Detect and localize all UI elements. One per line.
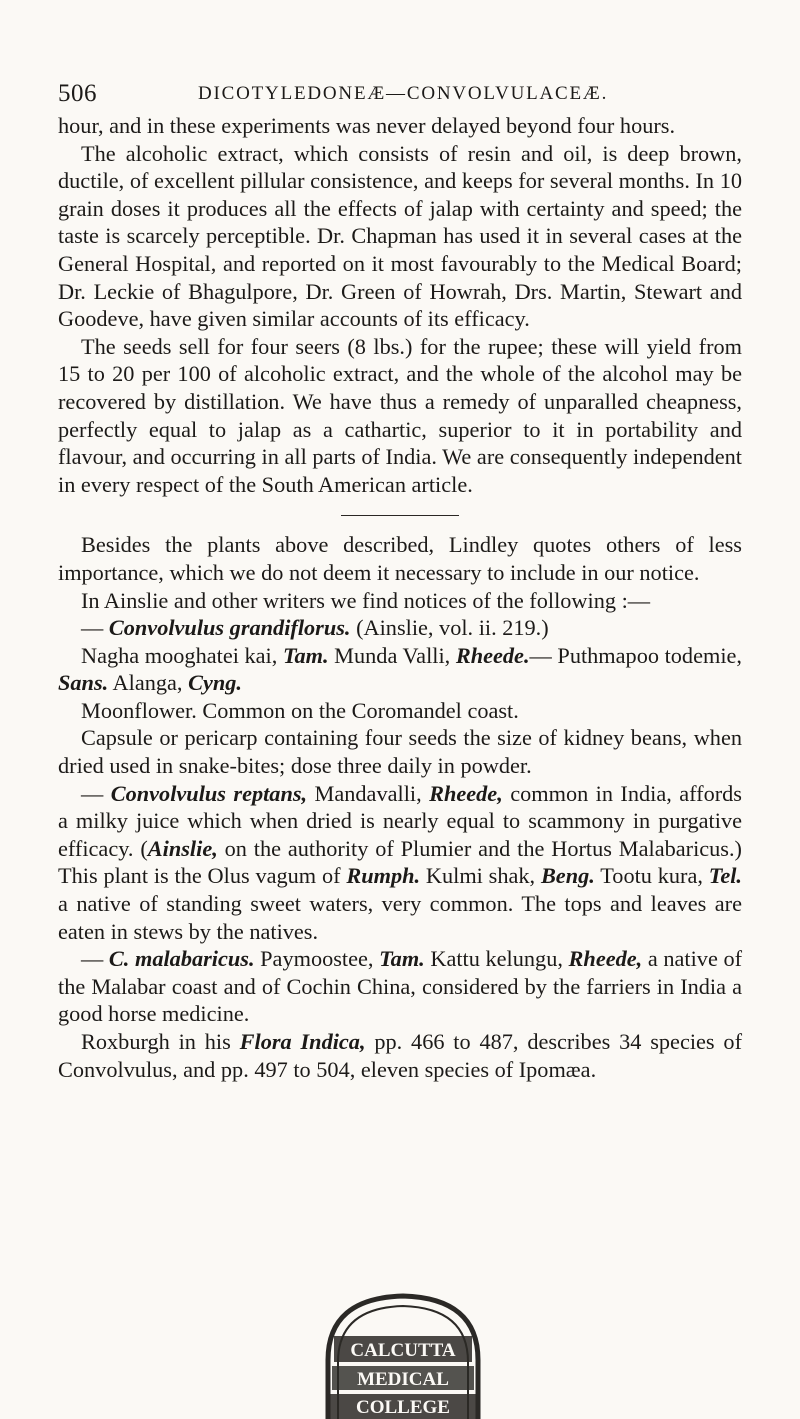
stamp-line-3: COLLEGE	[356, 1397, 450, 1418]
text-run: on the authority of Plumier and the Hortus Malabaricus.) This plant is the Olus vagum of	[58, 835, 742, 889]
paragraph-other-plants: Besides the plants above described, Lindley quotes others of less importance, which we do not deem it necessary to include in our notice.	[58, 532, 742, 585]
text-run: Nagha mooghatei kai,	[81, 642, 283, 668]
stamp-line-1: CALCUTTA	[350, 1340, 456, 1361]
entry-vernacular-names	[58, 642, 742, 697]
source-label: Ainslie,	[147, 835, 218, 861]
text-run: Kulmi shak,	[420, 863, 541, 889]
text-run: Mandavalli,	[307, 780, 430, 806]
section-divider	[341, 515, 459, 516]
entry-roxburgh	[58, 1028, 742, 1083]
language-label: Tam.	[282, 642, 329, 668]
entry-capsule: Capsule or pericarp containing four seeds the size of kidney beans, when dried used in snake-bites; dose three daily in powder.	[58, 725, 742, 779]
entry-convolvulus-grandiflorus	[58, 614, 742, 642]
entry-convolvulus-reptans	[58, 780, 742, 946]
text-run: — Puthmapoo todemie,	[529, 642, 742, 668]
text-run: Kattu kelungu,	[424, 946, 569, 972]
language-label: Beng.	[540, 863, 595, 889]
entry-reference: (Ainslie, vol. ii. 219.)	[350, 615, 549, 641]
text-run: pp. 466 to 487, describes 34 species of Convolvulus, and pp. 497 to 504, eleven species of Ipomæa.	[58, 1029, 743, 1082]
source-label: Rheede,	[429, 780, 503, 806]
entry-dash: —	[81, 615, 109, 641]
running-header	[58, 80, 738, 110]
paragraph-seeds-price: The seeds sell for four seers (8 lbs.) for the rupee; these will yield from 15 to 20 per 100 of alcoholic extract, and the whole of the alcohol may be recovered by distillation. We have thus a remedy of unparalled cheapness, perfectly equal to jalap as a cathartic, superior to it in portability and flavour, and occurring in all parts of India. We are consequently independent in every respect of the South American article.	[58, 333, 742, 497]
text-run: Roxburgh in his	[81, 1029, 240, 1054]
species-name: Convolvulus reptans,	[110, 780, 308, 806]
text-run: Tootu kura,	[594, 863, 709, 889]
entry-c-malabaricus	[58, 945, 742, 1028]
source-label: Rumph.	[346, 863, 421, 889]
paragraph-ainslie-notices: In Ainslie and other writers we find notices of the following :—	[81, 587, 651, 613]
source-label: Rheede,	[568, 946, 643, 972]
entry-dash: —	[81, 780, 111, 806]
book-title: Flora Indica,	[239, 1029, 366, 1054]
body-text	[58, 112, 742, 1083]
paragraph-alcoholic-extract: The alcoholic extract, which consists of resin and oil, is deep brown, ductile, of excellent pillular consistence, and keeps for several months. In 10 grain doses it produces all the effects of jalap with certainty and speed; the taste is scarcely perceptible. Dr. Chapman has used it in several cases at the General Hospital, and reported on it most favourably to the Medical Board; Dr. Leckie of Bhagulpore, Dr. Green of Howrah, Drs. Martin, Stewart and Goodeve, have given similar accounts of its efficacy.	[58, 140, 742, 332]
text-run: Paymoostee,	[254, 946, 380, 972]
language-label: Tam.	[379, 946, 425, 972]
library-stamp	[308, 1290, 498, 1419]
species-name: Convolvulus grandiflorus.	[108, 615, 351, 641]
source-label: Rheede.	[455, 642, 530, 668]
paragraph-continuation: hour, and in these experiments was never delayed beyond four hours.	[58, 113, 676, 138]
page-number: 506	[58, 80, 97, 107]
text-run: common in India, affords a milky juice which when dried is nearly equal to scammony in purgative efficacy. (	[58, 780, 742, 861]
entry-dash: —	[81, 946, 109, 972]
text-run: Munda Valli,	[328, 642, 456, 668]
language-label: Sans.	[58, 670, 109, 696]
language-label: Tel.	[708, 863, 742, 889]
text-run: Alanga,	[108, 670, 189, 696]
text-run: a native of the Malabar coast and of Cochin China, considered by the farriers in India a good horse medicine.	[58, 946, 743, 1027]
running-title: DICOTYLEDONEÆ—CONVOLVULACEÆ.	[198, 83, 609, 104]
language-label: Cyng.	[188, 670, 242, 696]
species-name: C. malabaricus.	[108, 946, 255, 972]
text-run: a native of standing sweet waters, very common. The tops and leaves are eaten in stews by the natives.	[58, 891, 742, 944]
stamp-line-2: MEDICAL	[357, 1369, 449, 1390]
entry-moonflower: Moonflower. Common on the Coromandel coast.	[81, 697, 519, 723]
